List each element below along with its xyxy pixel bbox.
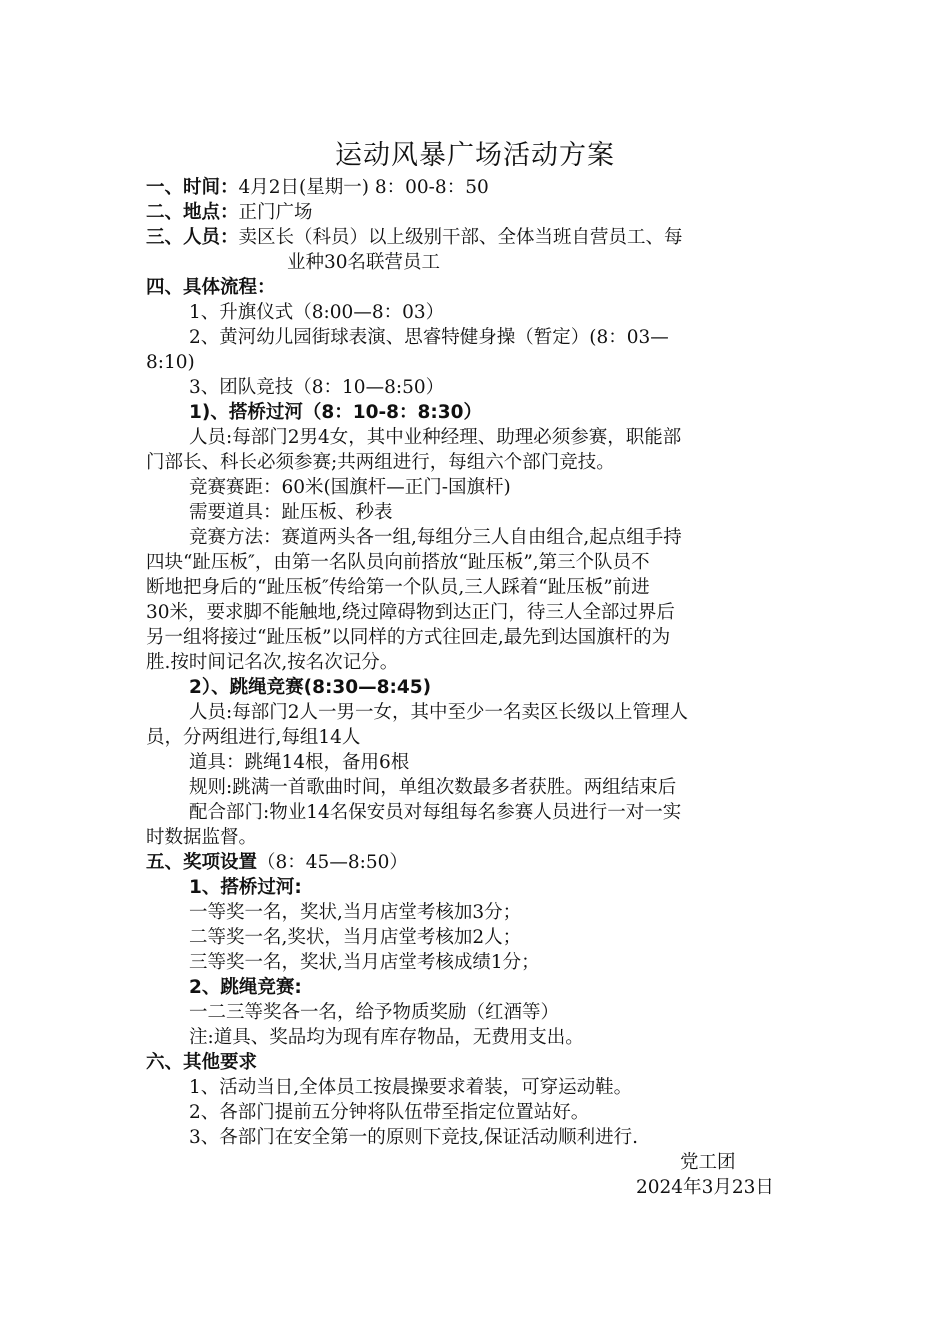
process-item-2-line-1: 2、黄河幼儿园街球表演、思睿特健身操（暂定）(8：03— (189, 327, 669, 348)
sub-event-1-people-2: 门部长、科长必须参赛;共两组进行，每组六个部门竞技。 (146, 452, 615, 473)
requirement-3: 3、各部门在安全第一的原则下竞技,保证活动顺利进行. (189, 1127, 639, 1148)
award-1-second: 二等奖一名,奖状，当月店堂考核加2人； (189, 927, 522, 948)
award-group-2-title: 2、跳绳竞赛: (189, 977, 302, 998)
award-1-first: 一等奖一名，奖状,当月店堂考核加3分； (189, 902, 522, 923)
sub-event-2-rules: 规则:跳满一首歌曲时间，单组次数最多者获胜。两组结束后 (189, 777, 677, 798)
section-time-text: 4月2日(星期一) 8：00-8：50 (238, 177, 489, 198)
section-location (146, 200, 313, 225)
sub-event-2-people-2: 员，分两组进行,每组14人 (146, 727, 361, 748)
sub-event-2-props: 道具：跳绳14根，备用6根 (189, 752, 410, 773)
sub-event-1-props: 需要道具：趾压板、秒表 (189, 502, 393, 523)
requirement-1: 1、活动当日,全体员工按晨操要求着装，可穿运动鞋。 (189, 1077, 633, 1098)
sub-event-2-people-1: 人员:每部门2人一男一女，其中至少一名卖区长级以上管理人 (189, 702, 689, 723)
sub-event-1-method-2: 四块“趾压板″，由第一名队员向前搭放“趾压板”,第三个队员不 (146, 552, 650, 573)
section-awards-label: 五、奖项设置 (146, 852, 258, 873)
sub-event-2-title: 2）、跳绳竞赛(8:30—8:45) (189, 677, 432, 698)
award-1-third: 三等奖一名，奖状,当月店堂考核成绩1分； (189, 952, 540, 973)
sub-event-1-method-5: 另一组将接过“趾压板”以同样的方式往回走,最先到达国旗杆的为 (146, 627, 671, 648)
section-other-label: 六、其他要求 (146, 1052, 258, 1073)
sub-event-1-method-4: 30米，要求脚不能触地,绕过障碍物到达正门，待三人全部过界后 (146, 602, 675, 623)
award-group-1-title: 1、搭桥过河: (189, 877, 302, 898)
sub-event-1-method-1: 竞赛方法：赛道两头各一组,每组分三人自由组合,起点组手持 (189, 527, 682, 548)
award-2-all: 一二三等奖各一名，给予物质奖励（红酒等） (189, 1002, 560, 1023)
sub-event-1-method-6: 胜.按时间记名次,按名次记分。 (146, 652, 399, 673)
section-personnel-label: 三、人员： (146, 227, 239, 248)
section-time (146, 175, 489, 200)
process-item-3: 3、团队竞技（8：10—8:50） (189, 377, 445, 398)
section-process-label: 四、具体流程： (146, 277, 276, 298)
sub-event-1-distance: 竞赛赛距：60米(国旗杆—正门-国旗杆) (189, 477, 511, 498)
section-awards-time: （8：45—8:50） (257, 852, 408, 873)
section-personnel-text-2: 业种30名联营员工 (287, 252, 441, 273)
section-personnel (146, 225, 683, 250)
section-awards (146, 850, 408, 875)
requirement-2: 2、各部门提前五分钟将队伍带至指定位置站好。 (189, 1102, 590, 1123)
process-item-2-line-2: 8:10) (146, 352, 195, 373)
sub-event-1-people-1: 人员:每部门2男4女，其中业种经理、助理必须参赛，职能部 (189, 427, 682, 448)
sub-event-1-title: 1)、搭桥过河（8：10-8：8:30） (189, 402, 483, 423)
section-time-label: 一、时间： (146, 177, 239, 198)
sub-event-1-method-3: 断地把身后的“趾压板″传给第一个队员,三人踩着“趾压板”前进 (146, 577, 650, 598)
section-personnel-text-1: 卖区长（科员）以上级别干部、全体当班自营员工、每 (238, 227, 683, 248)
section-location-label: 二、地点： (146, 202, 239, 223)
signature-date: 2024年3月23日 (636, 1177, 774, 1198)
award-note: 注:道具、奖品均为现有库存物品，无费用支出。 (189, 1027, 584, 1048)
sub-event-2-dept-1: 配合部门:物业14名保安员对每组每名参赛人员进行一对一实 (189, 802, 682, 823)
section-location-text: 正门广场 (238, 202, 313, 223)
process-item-1: 1、升旗仪式（8:00—8：03） (189, 302, 445, 323)
document-title: 运动风暴广场活动方案 (335, 140, 615, 171)
signature-org: 党工团 (680, 1152, 736, 1173)
sub-event-2-dept-2: 时数据监督。 (146, 827, 258, 848)
